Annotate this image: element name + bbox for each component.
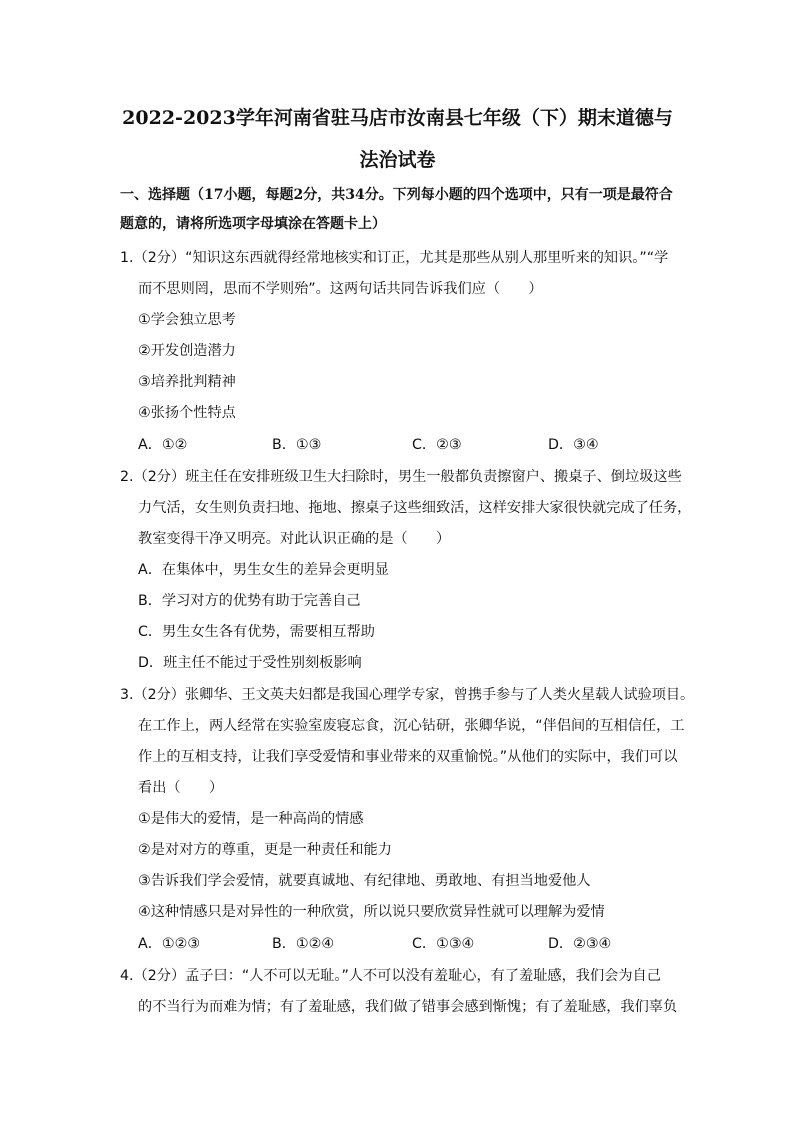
q2-stem-line-3: 教室变得干净又明亮。对此认识正确的是（ ） (138, 531, 451, 547)
q1-item-1: ①学会独立思考 (138, 312, 236, 328)
q1-stem-line-2: 而不思则罔，思而不学则殆”。这两句话共同告诉我们应（ ） (138, 281, 543, 297)
q3-item-2: ②是对对方的尊重，更是一种责任和能力 (138, 842, 392, 858)
q2-stem-line-2: 力气活，女生则负责扫地、拖地、擦桌子这些细致活，这样安排大家很快就完成了任务， (138, 500, 692, 516)
q3-option-d[interactable]: D．②③④ (548, 936, 612, 952)
q1-item-2: ②开发创造潜力 (138, 343, 236, 359)
q4-stem-line-1: 4.（2分）孟子曰：“人不可以无耻。”人不可以没有羞耻心，有了羞耻感，我们会为自己 (120, 968, 661, 984)
q3-option-b[interactable]: B．①②④ (272, 936, 335, 952)
q3-option-a[interactable]: A．①②③ (138, 936, 201, 952)
q3-stem-line-4: 看出（ ） (138, 780, 224, 796)
q1-option-c[interactable]: C．②③ (412, 437, 462, 453)
q3-option-c[interactable]: C．①③④ (412, 936, 475, 952)
q1-option-a[interactable]: A．①② (138, 437, 188, 453)
section-heading-line-2: 题意的，请将所选项字母填涂在答题卡上） (120, 216, 386, 232)
q3-item-4: ④这种情感只是对异性的一种欣赏，所以说只要欣赏异性就可以理解为爱情 (138, 904, 605, 920)
q3-stem-line-1: 3.（2分）张卿华、王文英夫妇都是我国心理学专家，曾携手参与了人类火星载人试验项目。 (120, 687, 695, 703)
exam-title-line-2: 法治试卷 (359, 149, 436, 171)
section-heading-line-1: 一、选择题（17小题，每题2分，共34分。下列每小题的四个选项中，只有一项是最符合 (120, 187, 673, 203)
q1-option-d[interactable]: D．③④ (548, 437, 599, 453)
q2-stem-line-1: 2.（2分）班主任在安排班级卫生大扫除时，男生一般都负责擦窗户、搬桌子、倒垃圾这些 (120, 469, 682, 485)
q2-option-d[interactable]: D．班主任不能过于受性别刻板影响 (138, 655, 362, 671)
q2-option-b[interactable]: B．学习对方的优势有助于完善自己 (138, 593, 361, 609)
q3-stem-line-2: 在工作上，两人经常在实验室废寝忘食，沉心钻研，张卿华说，“伴侣间的互相信任，工 (138, 718, 685, 734)
q2-option-a[interactable]: A．在集体中，男生女生的差异会更明显 (138, 562, 389, 578)
q2-option-c[interactable]: C．男生女生各有优势，需要相互帮助 (138, 624, 375, 640)
q3-item-1: ①是伟大的爱情，是一种高尚的情感 (138, 811, 364, 827)
exam-title-line-1: 2022-2023学年河南省驻马店市汝南县七年级（下）期末道德与 (122, 107, 673, 129)
q1-item-4: ④张扬个性特点 (138, 405, 236, 421)
q3-stem-line-3: 作上的互相支持，让我们享受爱情和事业带来的双重愉悦。”从他们的实际中，我们可以 (138, 749, 678, 765)
q3-item-3: ③告诉我们学会爱情，就要真诚地、有纪律地、勇敢地、有担当地爱他人 (138, 873, 591, 889)
q1-stem-line-1: 1.（2分）“知识这东西就得经常地核实和订正，尤其是那些从别人那里听来的知识。”“学 (120, 250, 669, 266)
q1-item-3: ③培养批判精神 (138, 374, 236, 390)
q1-option-b[interactable]: B．①③ (272, 437, 322, 453)
q4-stem-line-2: 的不当行为而难为情；有了羞耻感，我们做了错事会感到惭愧；有了羞耻感，我们辜负 (138, 999, 678, 1015)
